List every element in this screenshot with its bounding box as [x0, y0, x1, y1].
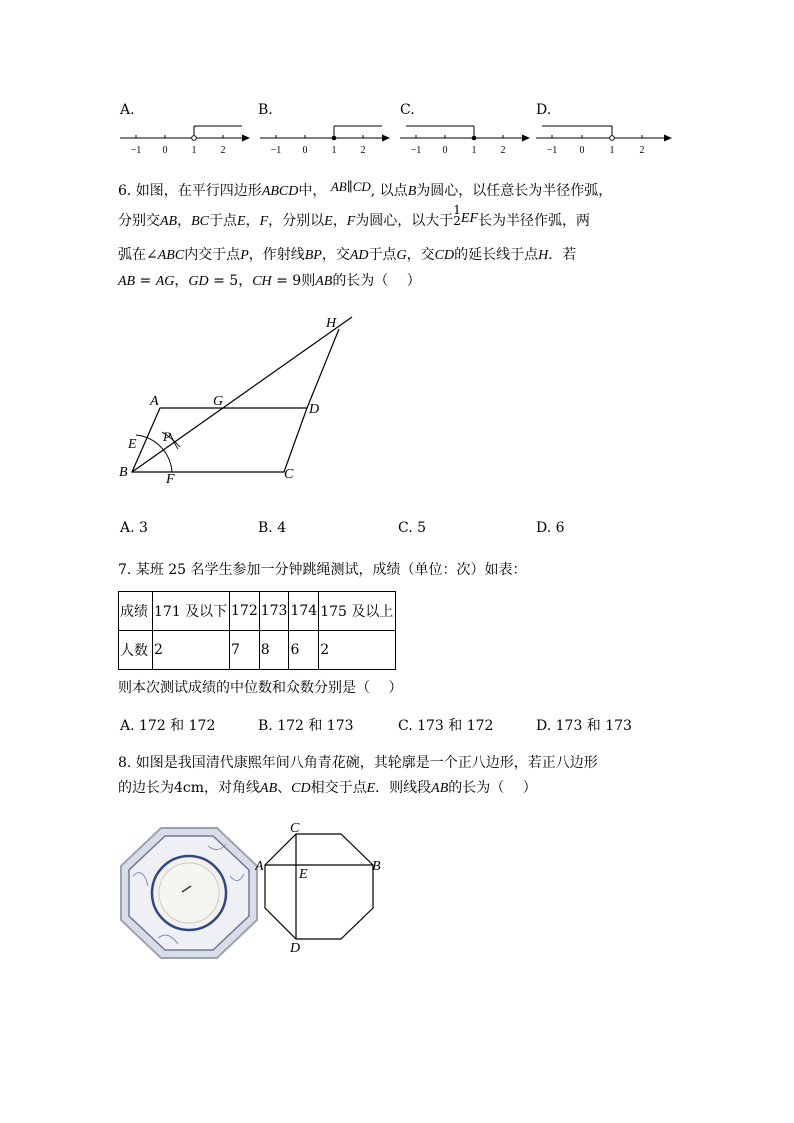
tick-label: 1 — [191, 145, 197, 156]
regular-octagon — [265, 834, 373, 939]
q6-line-1: 6. 如图，在平行四边形ABCD中， AB∥CD, 以点B为圆心，以任意长为半径作弧， — [118, 179, 613, 199]
ray-bh — [132, 317, 352, 472]
q6-answer-a[interactable]: A. 3 — [120, 520, 148, 536]
tick-label: −1 — [270, 145, 282, 156]
q7-answer-a[interactable]: A. 172 和 172 — [120, 718, 216, 734]
q5-option-c-label[interactable]: C. — [400, 102, 415, 118]
q8-line-2: 的边长为4cm，对角线AB、CD相交于点E．则线段AB的长为（ ） — [118, 780, 537, 796]
q6-line-3: 弧在∠ABC内交于点P，作射线BP，交AD于点G，交CD的延长线于点H．若 — [118, 247, 577, 263]
q5-option-b-number-line — [258, 118, 392, 160]
table-cell: 6 — [289, 631, 319, 670]
q5-option-b-label[interactable]: B. — [258, 102, 273, 118]
fraction-one-half: 1 2 — [453, 203, 461, 228]
tick-label: −1 — [130, 145, 142, 156]
label-h: H — [326, 316, 337, 331]
tick-label: 2 — [220, 145, 226, 156]
label-c: C — [290, 821, 300, 836]
table-cell: 成绩 — [119, 592, 153, 631]
q6-parallelogram-figure — [110, 305, 370, 490]
label-f: F — [166, 472, 175, 487]
tick-label: 0 — [442, 145, 448, 156]
tick-label: 1 — [471, 145, 477, 156]
q6-line-2: 分别交AB，BC于点E，F，分别以E，F为圆心，以大于 1 2 EF长为半径作弧，两 — [118, 203, 590, 229]
q7-score-table — [118, 591, 396, 670]
table-cell: 人数 — [119, 631, 153, 670]
q7-stem: 7. 某班 25 名学生参加一分钟跳绳测试，成绩（单位：次）如表： — [118, 562, 527, 578]
q6-answer-b[interactable]: B. 4 — [258, 520, 287, 536]
label-e: E — [299, 867, 308, 882]
tick-label: 2 — [500, 145, 506, 156]
q6-line-4: AB = AG，GD = 5，CH = 9则AB的长为（ ） — [118, 273, 421, 289]
tick-label: 2 — [360, 145, 366, 156]
tick-label: 0 — [162, 145, 168, 156]
tick-label: 0 — [579, 145, 585, 156]
table-cell: 172 — [230, 592, 260, 631]
table-cell: 174 — [289, 592, 319, 631]
q5-option-a-label[interactable]: A. — [120, 102, 135, 118]
q7-question: 则本次测试成绩的中位数和众数分别是（ ） — [118, 680, 403, 696]
parallelogram-abcd — [132, 408, 307, 472]
q7-answer-c[interactable]: C. 173 和 172 — [398, 718, 494, 734]
q8-octagonal-bowl-image — [118, 826, 260, 960]
tick-label: 0 — [302, 145, 308, 156]
q5-option-d-label[interactable]: D. — [536, 102, 552, 118]
table-row — [119, 631, 396, 670]
q6-answer-d[interactable]: D. 6 — [536, 520, 565, 536]
table-cell: 2 — [319, 631, 396, 670]
label-b: B — [372, 859, 381, 874]
label-d: D — [290, 941, 301, 956]
label-g: G — [213, 394, 224, 409]
label-e: E — [128, 437, 137, 452]
q7-answer-b[interactable]: B. 172 和 173 — [258, 718, 354, 734]
label-a: A — [255, 859, 264, 874]
q5-option-d-number-line — [534, 118, 674, 160]
q5-option-a-number-line — [118, 118, 252, 160]
q7-answer-d[interactable]: D. 173 和 173 — [536, 718, 632, 734]
segment-dh — [307, 329, 339, 408]
tick-label: 1 — [331, 145, 337, 156]
table-cell: 8 — [259, 631, 289, 670]
tick-label: 2 — [639, 145, 645, 156]
tick-label: −1 — [546, 145, 558, 156]
label-a: A — [150, 394, 159, 409]
tick-label: −1 — [410, 145, 422, 156]
label-b: B — [119, 465, 128, 480]
label-p: P — [163, 429, 171, 444]
q8-line-1: 8. 如图是我国清代康熙年间八角青花碗，其轮廓是一个正八边形，若正八边形 — [118, 755, 598, 771]
label-c: C — [284, 467, 294, 482]
table-row — [119, 592, 396, 631]
table-cell: 171 及以下 — [153, 592, 230, 631]
q6-answer-c[interactable]: C. 5 — [398, 520, 427, 536]
q5-option-c-number-line — [398, 118, 532, 160]
table-cell: 175 及以上 — [319, 592, 396, 631]
q8-octagon-figure — [255, 818, 390, 958]
table-cell: 2 — [153, 631, 230, 670]
tick-label: 1 — [609, 145, 615, 156]
table-cell: 173 — [259, 592, 289, 631]
table-cell: 7 — [230, 631, 260, 670]
label-d: D — [309, 402, 320, 417]
